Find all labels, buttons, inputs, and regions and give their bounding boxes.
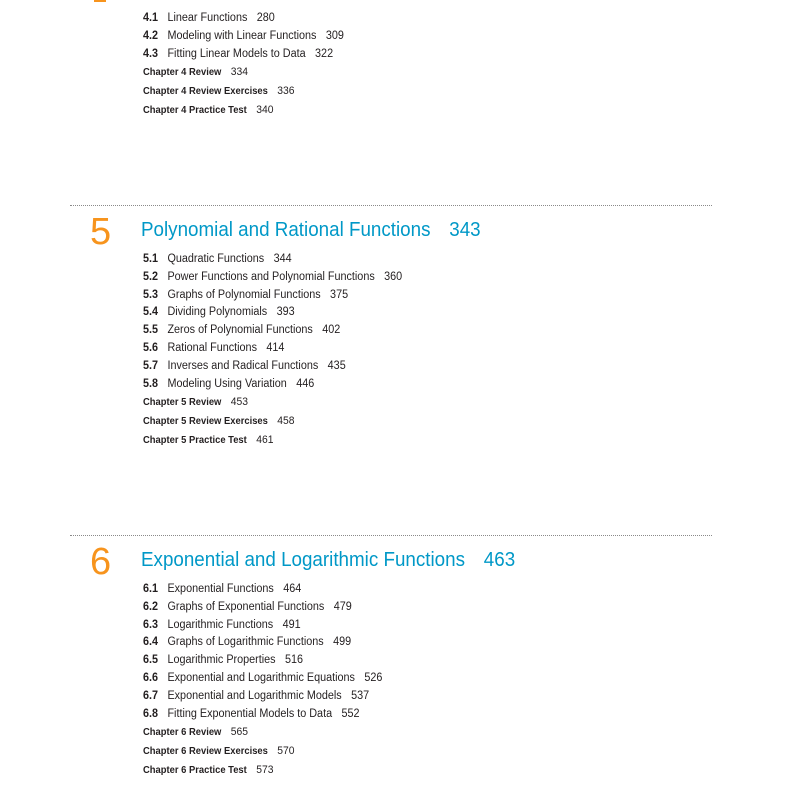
section-number: 4.2 xyxy=(143,29,159,42)
section-entry[interactable] xyxy=(143,287,402,305)
section-number: 6.3 xyxy=(143,618,159,631)
section-entry[interactable] xyxy=(143,581,382,599)
section-entry[interactable] xyxy=(143,304,402,322)
section-entry[interactable] xyxy=(143,358,402,376)
end-item-label: Chapter 6 Review Exercises xyxy=(143,745,268,757)
section-title: Graphs of Exponential Functions xyxy=(167,600,325,613)
section-page: 464 xyxy=(283,583,302,595)
end-item-page: 334 xyxy=(230,66,249,78)
section-title: Dividing Polynomials xyxy=(167,306,268,319)
end-item-page: 336 xyxy=(277,84,295,97)
section-entry[interactable] xyxy=(143,322,402,340)
section-number: 4.1 xyxy=(143,12,159,24)
end-item-label: Chapter 5 Review xyxy=(143,397,222,408)
end-item-label: Chapter 4 Review Exercises xyxy=(143,85,268,97)
section-title: Exponential and Logarithmic Equations xyxy=(167,671,355,684)
section-title: Logarithmic Properties xyxy=(167,654,276,667)
chapter-title-row[interactable] xyxy=(141,550,515,570)
section-number: 5.7 xyxy=(143,359,159,372)
chapter-5-end-items xyxy=(143,393,304,449)
section-number: 6.8 xyxy=(143,707,159,720)
section-entry[interactable] xyxy=(143,269,402,287)
section-page: 499 xyxy=(333,636,352,649)
section-title: Fitting Linear Models to Data xyxy=(167,47,306,60)
section-title: Graphs of Polynomial Functions xyxy=(167,288,321,301)
section-page: 414 xyxy=(266,341,285,354)
section-page: 526 xyxy=(364,671,383,684)
section-page: 537 xyxy=(351,689,370,702)
section-entry[interactable] xyxy=(143,670,382,688)
end-item[interactable] xyxy=(143,742,295,761)
section-page: 552 xyxy=(341,707,360,720)
chapter-title-row[interactable] xyxy=(141,220,481,240)
section-entry[interactable] xyxy=(143,706,382,724)
section-number: 5.2 xyxy=(143,270,159,283)
section-title: Rational Functions xyxy=(167,341,257,354)
end-item-page: 573 xyxy=(256,763,274,776)
chapter-page: 343 xyxy=(449,219,481,241)
section-page: 360 xyxy=(384,270,403,283)
section-number: 6.4 xyxy=(143,636,159,649)
section-number: 5.4 xyxy=(143,306,159,319)
section-page: 479 xyxy=(333,600,352,613)
end-item-label: Chapter 5 Review Exercises xyxy=(143,415,268,427)
chapter-divider xyxy=(70,205,712,206)
section-entry[interactable] xyxy=(143,617,382,635)
end-item[interactable] xyxy=(143,101,295,120)
end-item-page: 340 xyxy=(256,103,274,116)
section-number: 6.6 xyxy=(143,671,159,684)
end-item-label: Chapter 6 Practice Test xyxy=(143,764,247,776)
chapter-number: 5 xyxy=(90,211,112,253)
section-page: 375 xyxy=(330,288,349,301)
end-item[interactable] xyxy=(143,393,295,412)
section-page: 280 xyxy=(256,12,275,24)
end-item-page: 565 xyxy=(230,726,249,738)
end-item[interactable] xyxy=(143,63,295,82)
section-title: Linear Functions xyxy=(167,12,248,24)
section-page: 309 xyxy=(325,29,344,42)
chapter-title: Polynomial and Rational Functions xyxy=(141,219,431,241)
section-page: 435 xyxy=(327,359,346,372)
section-title: Logarithmic Functions xyxy=(167,618,274,631)
end-item[interactable] xyxy=(143,723,295,742)
section-title: Inverses and Radical Functions xyxy=(167,359,319,372)
section-number: 5.1 xyxy=(143,253,159,265)
chapter-5-section-list xyxy=(143,251,419,393)
section-entry[interactable] xyxy=(143,376,402,394)
section-title: Exponential and Logarithmic Models xyxy=(167,689,342,702)
section-title: Fitting Exponential Models to Data xyxy=(167,707,333,720)
end-item-page: 458 xyxy=(277,414,295,427)
section-page: 344 xyxy=(273,253,292,265)
section-entry[interactable] xyxy=(143,251,402,269)
section-number: 6.7 xyxy=(143,689,159,702)
section-entry[interactable] xyxy=(143,46,344,64)
end-item[interactable] xyxy=(143,761,295,780)
section-number: 5.6 xyxy=(143,341,159,354)
end-item-label: Chapter 4 Review xyxy=(143,67,222,78)
chapter-6-end-items xyxy=(143,723,304,779)
section-page: 322 xyxy=(315,47,334,60)
end-item-page: 461 xyxy=(256,433,274,446)
section-number: 5.8 xyxy=(143,377,159,390)
section-entry[interactable] xyxy=(143,28,344,46)
section-entry[interactable] xyxy=(143,652,382,670)
chapter-4-number-fragment xyxy=(94,0,106,2)
end-item-page: 453 xyxy=(230,396,249,408)
section-title: Modeling Using Variation xyxy=(167,377,287,390)
section-entry[interactable] xyxy=(143,599,382,617)
section-title: Exponential Functions xyxy=(167,583,274,595)
section-title: Power Functions and Polynomial Functions xyxy=(167,270,375,283)
section-title: Quadratic Functions xyxy=(167,253,265,265)
section-title: Graphs of Logarithmic Functions xyxy=(167,636,324,649)
section-page: 402 xyxy=(322,324,341,337)
end-item-label: Chapter 6 Review xyxy=(143,727,222,738)
section-number: 4.3 xyxy=(143,47,159,60)
section-entry[interactable] xyxy=(143,688,382,706)
end-item-page: 570 xyxy=(277,744,295,757)
section-page: 516 xyxy=(284,654,304,667)
chapter-divider xyxy=(70,535,712,536)
chapter-4-end-items xyxy=(143,63,304,119)
chapter-page: 463 xyxy=(483,549,516,571)
section-page: 491 xyxy=(282,618,301,631)
end-item[interactable] xyxy=(143,82,295,101)
section-entry[interactable] xyxy=(143,340,402,358)
section-number: 6.5 xyxy=(143,654,159,667)
section-number: 6.2 xyxy=(143,600,159,613)
section-number: 5.5 xyxy=(143,324,159,337)
end-item[interactable] xyxy=(143,431,295,450)
section-entry[interactable] xyxy=(143,634,382,652)
section-page: 446 xyxy=(296,377,315,390)
section-number: 5.3 xyxy=(143,288,159,301)
section-page: 393 xyxy=(276,306,295,319)
chapter-4-section-list xyxy=(143,10,357,63)
end-item[interactable] xyxy=(143,412,295,431)
end-item-label: Chapter 5 Practice Test xyxy=(143,434,247,446)
chapter-number: 6 xyxy=(90,541,112,583)
chapter-6-section-list xyxy=(143,581,398,723)
section-number: 6.1 xyxy=(143,583,159,595)
section-title: Zeros of Polynomial Functions xyxy=(167,324,313,337)
section-entry[interactable] xyxy=(143,10,344,28)
section-title: Modeling with Linear Functions xyxy=(167,29,317,42)
end-item-label: Chapter 4 Practice Test xyxy=(143,104,247,116)
chapter-title: Exponential and Logarithmic Functions xyxy=(141,549,465,571)
